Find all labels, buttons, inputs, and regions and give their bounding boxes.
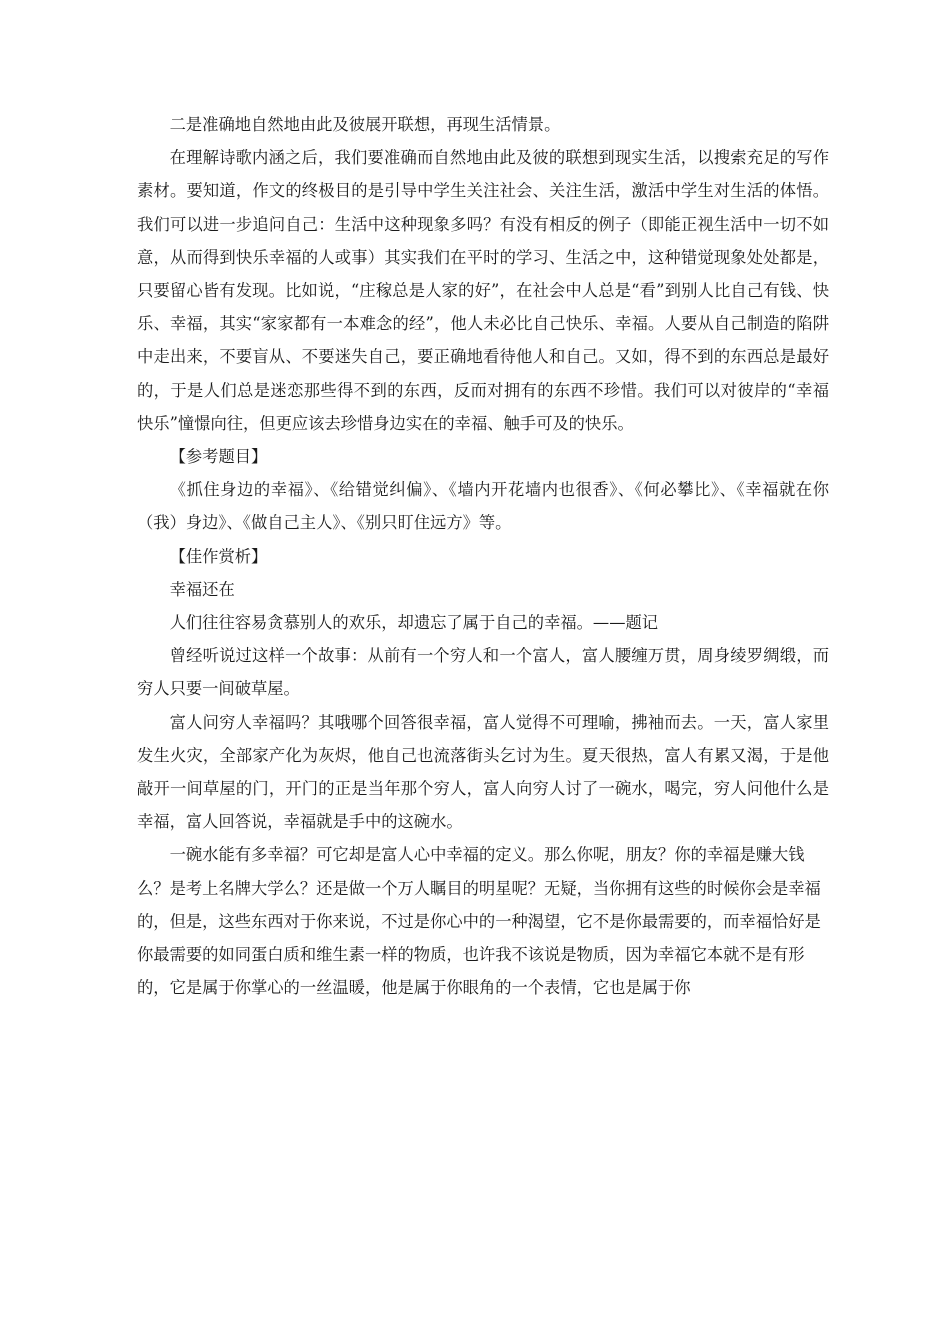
essay-epigraph: 人们往往容易贪慕别人的欢乐，却遗忘了属于自己的幸福。——题记 (169, 613, 659, 633)
essay-paragraph-1: 曾经听说过这样一个故事：从前有一个穷人和一个富人，富人腰缠万贯，周身绫罗绸缎，而穷人只要一间破草屋。 (137, 646, 829, 699)
essay-paragraph-3: 一碗水能有多幸福？可它却是富人心中幸福的定义。那么你呢，朋友？你的幸福是赚大钱么？是考上名牌大学么？还是做一个万人瞩目的明星呢？无疑，当你拥有这些的时候你会是幸福的，但是，这些东西对于你来说，不过是你心中的一种渴望，它不是你最需要的，而幸福恰好是你最需要的如同蛋白质和维生素一样的物质，也许我不该说是物质，因为幸福它本就不是有形的，它是属于你掌心的一丝温暖，他是属于你眼角的一个表情，它也是属于你 (137, 845, 821, 998)
heading-sample-essay: 【佳作赏析】 (169, 546, 268, 566)
essay-paragraph-2: 富人问穷人幸福吗？其哦哪个回答很幸福，富人觉得不可理喻，拂袖而去。一天，富人家里发生火灾，全部家产化为灰烬，他自己也流落街头乞讨为生。夏天很热，富人有累又渴，于是他敲开一间草屋的门，开门的正是当年那个穷人，富人向穷人讨了一碗水，喝完，穷人问他什么是幸福，富人回答说，幸福就是手中的这碗水。 (137, 712, 829, 832)
paragraph-association: 二是准确地自然地由此及彼展开联想，再现生活情景。 (169, 115, 561, 134)
heading-reference-titles: 【参考题目】 (169, 447, 268, 467)
paragraph-reference-titles: 《抓住身边的幸福》、《给错觉纠偏》、《墙内开花墙内也很香》、《何必攀比》、《幸福就在你（我）身边》、《做自己主人》、《别只盯住远方》等。 (137, 480, 829, 533)
document-body (137, 108, 829, 1004)
essay-title: 幸福还在 (169, 579, 235, 599)
paragraph-explanation: 在理解诗歌内涵之后，我们要准确而自然地由此及彼的联想到现实生活，以搜索充足的写作素材。要知道，作文的终极目的是引导中学生关注社会、关注生活，激活中学生对生活的体悟。我们可以进一步追问自己：生活中这种现象多吗？有没有相反的例子（即能正视生活中一切不如意，从而得到快乐幸福的人或事）其实我们在平时的学习、生活之中，这种错觉现象处处都是，只要留心皆有发现。比如说，“庄稼总是人家的好”，在社会中人总是“看”到别人比自己有钱、快乐、幸福，其实“家家都有一本难念的经”，他人未必比自己快乐、幸福。人要从自己制造的陷阱中走出来，不要盲从、不要迷失自己，要正确地看待他人和自己。又如，得不到的东西总是最好的，于是人们总是迷恋那些得不到的东西，反而对拥有的东西不珍惜。我们可以对彼岸的“幸福快乐”憧憬向往，但更应该去珍惜身边实在的幸福、触手可及的快乐。 (137, 148, 829, 433)
